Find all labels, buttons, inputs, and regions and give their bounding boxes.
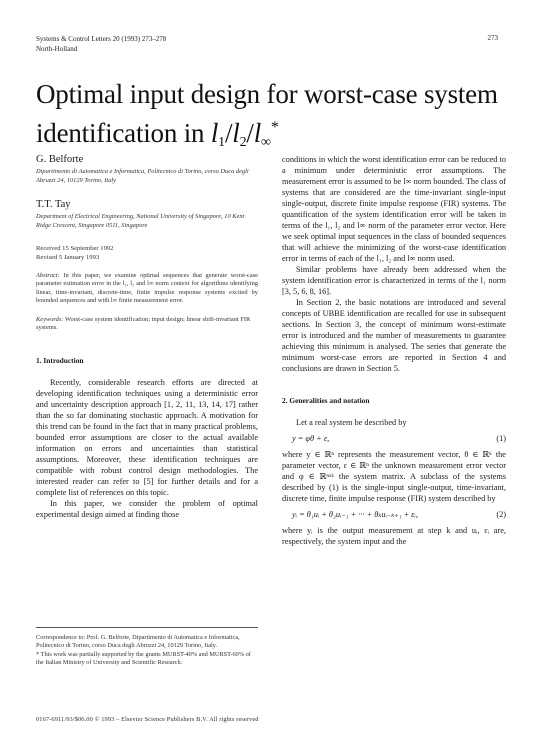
- equation-2-number: (2): [496, 510, 506, 519]
- journal-citation: [36, 34, 166, 54]
- section-heading: 2. Generalities and notation: [282, 396, 370, 405]
- author-affiliation: Dipartimento di Automatica e Informatica, Politecnico di Torino, corso Duca degli Abruzzi 24, 10129 Torino, Italy: [36, 168, 249, 184]
- title-footnote-star: *: [270, 119, 279, 136]
- section-heading: 1. Introduction: [36, 356, 84, 366]
- copyright-line: 0167-6911/93/$06.00 © 1993 – Elsevier Science Publishers B.V. All rights reserved: [36, 716, 259, 723]
- keywords: [36, 316, 258, 333]
- keywords-label: Keywords:: [36, 315, 64, 323]
- revised-date: Revised 5 January 1993: [36, 254, 100, 261]
- journal-line-1: Systems & Control Letters 20 (1993) 273–278: [36, 35, 167, 43]
- body-paragraph: conditions in which the worst identification error can be reduced to a minimum under deterministic error assumptions. The measurement error is assumed to be l∞ norm bounded. The class of systems that are considered are the time-invariant single-input single-output, discrete finite impulse response (FIR) systems. The quantification of the system identification error will be taken in terms of the l₁, l₂ and l∞ norm of the parameter error vector. Here we seek optimal input sequences in the class of bounded sequences that will achieve the minimizing of the worst-case identification error in terms of each of the l₁, l₂ and l∞ norm used.: [282, 155, 506, 263]
- equation-1-body: y = φθ + ε,: [292, 434, 330, 443]
- abstract-text: In this paper, we examine optimal sequences that generate worst-case parameter estimation error in the l₁, l₂ and l∞ norm context for algorithms identifying linear, time-invariant, discrete-time, finite impulse response systems excited by bounded sequences and with l∞ finite measurement error.: [36, 272, 259, 305]
- title-sub-2: 2: [239, 135, 247, 150]
- title-sub-1: 1: [218, 135, 225, 150]
- body-paragraph: where y ∈ ℝⁿ represents the measurement vector, θ ∈ ℝᵏ the parameter vector, ε ∈ ℝⁿ the unknown measurement error vector and φ ∈ ℝⁿˣᵏ the system matrix. A subclass of the systems described by (1) is the single-input single-output, time-invariant, discrete time, finite impulse response (FIR) system described by: [282, 450, 506, 503]
- title-sub-inf: ∞: [261, 135, 271, 150]
- journal-line-2: North-Holland: [36, 45, 78, 53]
- body-paragraph: In this paper, we consider the problem of optimal experimental design aimed at finding those: [36, 499, 258, 520]
- title-line-1: Optimal input design for worst-case system: [36, 79, 498, 109]
- page-number: 273: [487, 34, 498, 42]
- author-name: G. Belforte: [36, 154, 84, 165]
- abstract-label: Abstract:: [36, 272, 60, 279]
- author-name: T.T. Tay: [36, 199, 71, 210]
- body-paragraph: where yᵢ is the output measurement at step k and uᵢ, εᵢ are, respectively, the system input and the: [282, 526, 506, 546]
- equation-2-body: yᵢ = θ₁uᵢ + θ₂uᵢ₋₁ + ··· + θₖuᵢ₋ₖ₊₁ + εᵢ,: [292, 510, 418, 519]
- body-paragraph: Similar problems have already been addressed when the system identification error is characterized in terms of the l₁ norm [3, 5, 6, 8, 16].: [282, 265, 506, 296]
- left-column: [36, 154, 258, 520]
- body-paragraph: Recently, considerable research efforts are directed at developing identification techniques using a deterministic error and uncertainty description approach [1, 2, 11, 13, 14, 17] rather than the so far dominating stochastic approach. A motivation for this trend can be found in the fact that in many practical problems, bounded error assumptions are closer to the actual available information on errors and uncertainties than statistical assumptions. Moreover, these identification techniques are compatible with robust control design methodologies. The interested reader can refer to [5] for further details and for a complete list of references on this topic.: [36, 378, 258, 498]
- body-paragraph: Let a real system be described by: [296, 418, 407, 427]
- correspondence-note: Correspondence to: Prof. G. Belforte, Dipartimento di Automatica e Informatica, Politecnico di Torino, corso Duca degli Abruzzi 24, 10129 Torino, Italy.: [36, 634, 240, 650]
- received-date: Received 15 September 1992: [36, 245, 114, 252]
- author-affiliation: Department of Electrical Engineering, National University of Singapore, 10 Kent Ridge Crescent, Singapore 0511, Singapore: [36, 213, 245, 229]
- title-line-2-prefix: identification in: [36, 118, 211, 148]
- title-slash-2: /: [246, 118, 254, 148]
- title-norm-symbol-2: l: [232, 118, 240, 148]
- title-norm-symbol: l: [210, 118, 219, 148]
- body-paragraph: In Section 2, the basic notations are introduced and several concepts of UBBE identification are recalled for use in subsequent sections. In Section 3, the concept of minimum worst-estimate error is introduced and the number of measurements to guarantee achieving this minimum is analysed. The series that generate the minimum worst-case errors are reported in Section 4 and conclusions are drawn in Section 5.: [282, 298, 506, 373]
- received-dates: [36, 244, 258, 262]
- abstract: [36, 272, 258, 306]
- paper-title: [36, 78, 506, 159]
- footnotes: [36, 627, 258, 668]
- title-norm-symbol-3: l: [253, 118, 262, 148]
- equation-2: [292, 509, 506, 520]
- equation-1-number: (1): [496, 434, 506, 443]
- right-column: [282, 154, 506, 547]
- keywords-text: Worst-case system identification; input design; linear shift-invariant FIR systems.: [36, 315, 251, 332]
- equation-1: [292, 433, 506, 444]
- funding-note: * This work was partially supported by the grants MURST-40% and MURST-60% of the Italian Ministry of University and Scientific Research.: [36, 650, 251, 667]
- title-slash: /: [224, 118, 233, 148]
